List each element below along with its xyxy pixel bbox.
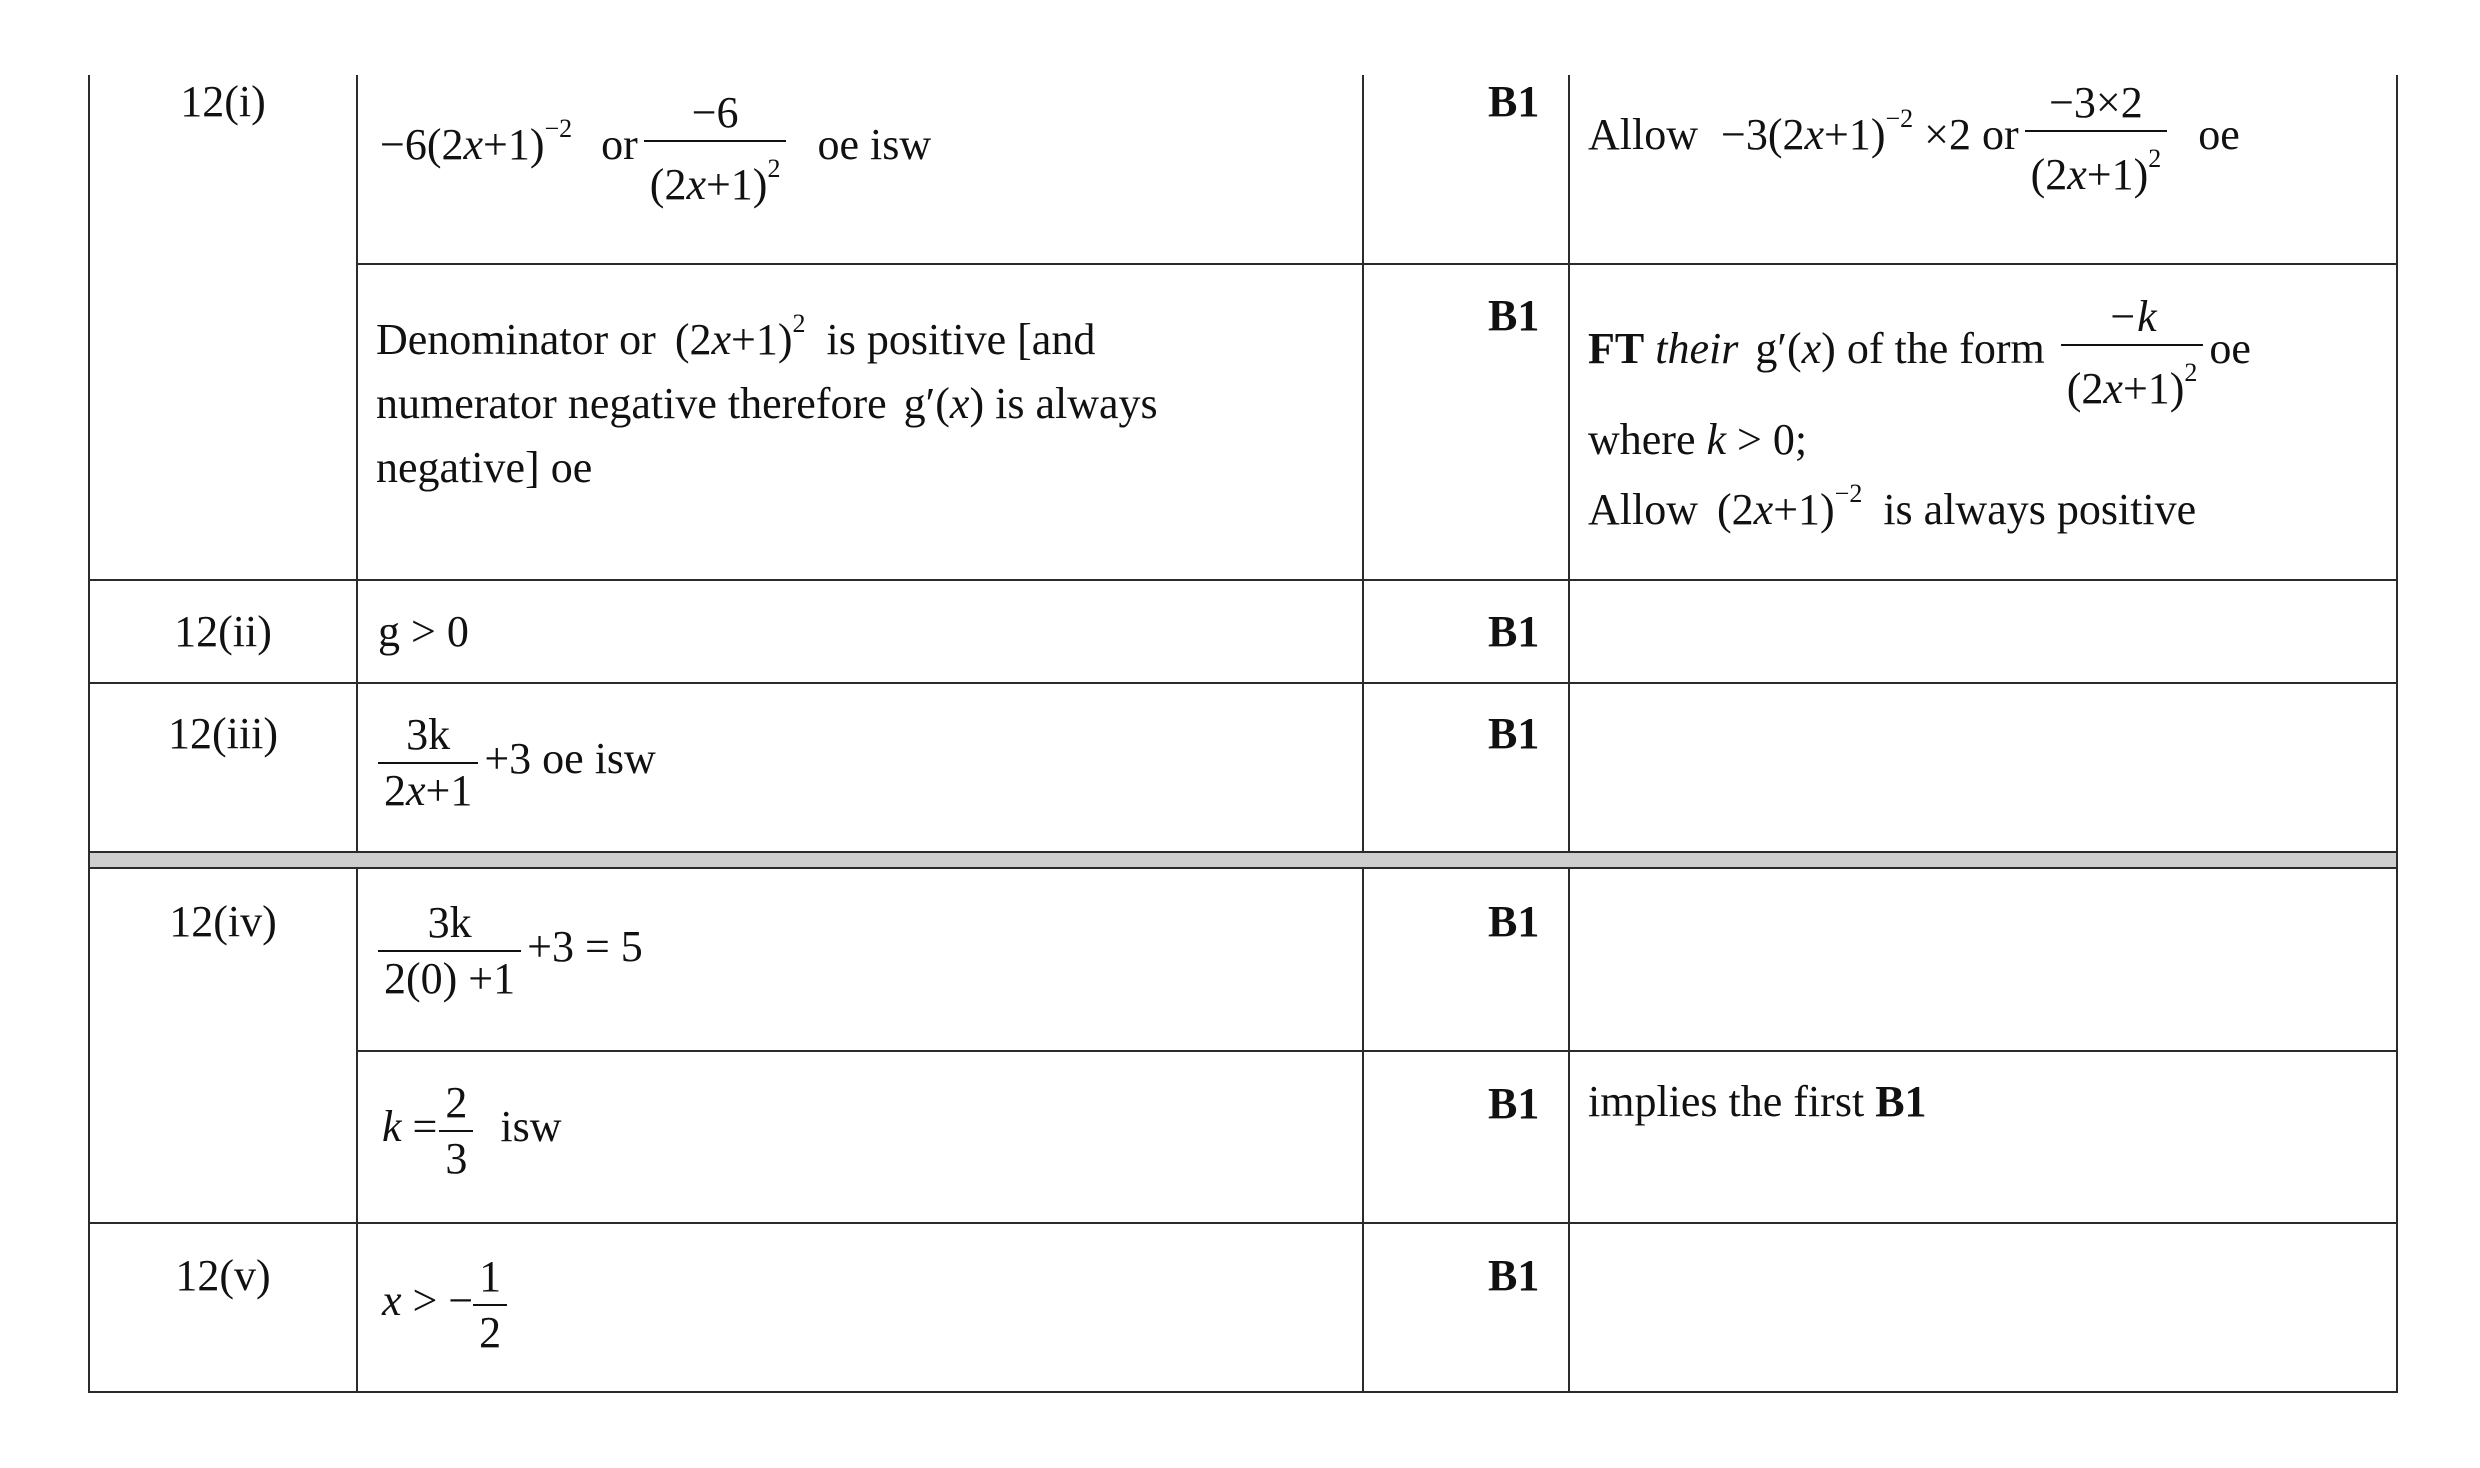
question-number: 12(iv) bbox=[169, 897, 277, 946]
page-break-gap bbox=[90, 853, 2396, 867]
answer-tail: oe isw bbox=[817, 120, 932, 170]
fraction: $\frac{-3\times 2}{(2x+1)^2}$ bbox=[2025, 80, 2168, 198]
answer-text: +1) bbox=[483, 120, 545, 170]
row-divider bbox=[356, 263, 2398, 265]
guidance-cell: Allow $-3(2x+1)^{-2} \times 2$ or $\frac{-3\times 2}{(2x+1)^2}$ oe bbox=[1588, 78, 2240, 199]
answer-cell bbox=[380, 90, 931, 208]
fraction bbox=[644, 90, 787, 208]
mark: B1 bbox=[1488, 77, 1540, 126]
fraction: $\frac{3k}{2x+1}$ bbox=[378, 712, 478, 814]
fraction: $\frac{1}{2}$ bbox=[473, 1254, 507, 1356]
question-number: 12(v) bbox=[175, 1251, 271, 1300]
exponent: −2 bbox=[544, 114, 573, 144]
row-divider bbox=[88, 1222, 2398, 1224]
answer-cell bbox=[372, 900, 643, 1002]
row-divider bbox=[88, 867, 2398, 869]
answer-text: −6(2 bbox=[380, 120, 464, 170]
fraction: $\frac{2}{3}$ bbox=[439, 1080, 473, 1182]
answer-tail: +3 oe isw bbox=[484, 734, 656, 784]
guidance-cell bbox=[1588, 294, 2251, 542]
guidance-text: ×2 or bbox=[1924, 110, 2019, 160]
fraction: $\frac{3k}{2(0) +1}$ bbox=[378, 900, 521, 1002]
fraction: $\frac{-k}{(2x+1)^2}$ bbox=[2061, 294, 2204, 412]
mark: B1 bbox=[1488, 607, 1540, 656]
mark: B1 bbox=[1488, 1251, 1540, 1300]
row-divider bbox=[88, 682, 2398, 684]
table-right-border bbox=[2396, 75, 2398, 1393]
guidance-line: Allow $(2x+1)^{-2}$ is always positive bbox=[1588, 479, 2197, 534]
question-number: 12(i) bbox=[180, 77, 266, 126]
fraction-numerator: −6 bbox=[644, 90, 787, 142]
answer-cell: k = $\frac{2}{3}$ isw bbox=[382, 1078, 562, 1183]
answer-cell: x > − $\frac{1}{2}$ bbox=[382, 1254, 513, 1356]
answer-cell: g > 0 bbox=[378, 607, 469, 656]
answer-line: Denominator or $(2x+1)^2$ is positive [and bbox=[376, 309, 1096, 364]
answer-tail: +3 = 5 bbox=[527, 922, 643, 972]
table-bottom-border bbox=[88, 1391, 2398, 1393]
answer-tail: isw bbox=[500, 1102, 562, 1152]
row-divider bbox=[356, 1050, 2398, 1052]
or-text: or bbox=[601, 120, 638, 170]
variable-x: x bbox=[382, 1276, 402, 1326]
column-divider-marks bbox=[1362, 75, 1364, 1393]
row-divider bbox=[88, 579, 2398, 581]
question-number: 12(iii) bbox=[168, 709, 278, 758]
variable-x: x bbox=[463, 120, 483, 170]
guidance-line: FT their g′(x) of the form $\frac{-k}{(2x+1)^2}$ oe bbox=[1588, 292, 2251, 413]
answer-line: numerator negative therefore g′(x) is always bbox=[376, 379, 1158, 428]
answer-cell bbox=[376, 292, 1158, 500]
mark: B1 bbox=[1488, 709, 1540, 758]
question-number: 12(ii) bbox=[174, 607, 272, 656]
guidance-line: where k > 0; bbox=[1588, 415, 1808, 464]
mark: B1 bbox=[1488, 897, 1540, 946]
column-divider-guidance bbox=[1568, 75, 1570, 1393]
mark: B1 bbox=[1488, 1079, 1540, 1128]
guidance-text: Allow bbox=[1588, 110, 1698, 160]
guidance-cell: implies the first B1 bbox=[1588, 1077, 1927, 1126]
fraction-denominator: $(2x+1)^2$ bbox=[649, 154, 781, 209]
answer-line: negative] oe bbox=[376, 443, 593, 492]
mark: B1 bbox=[1488, 291, 1540, 340]
answer-cell bbox=[372, 712, 656, 814]
variable-k: k bbox=[382, 1102, 402, 1152]
guidance-text: oe bbox=[2198, 110, 2240, 160]
